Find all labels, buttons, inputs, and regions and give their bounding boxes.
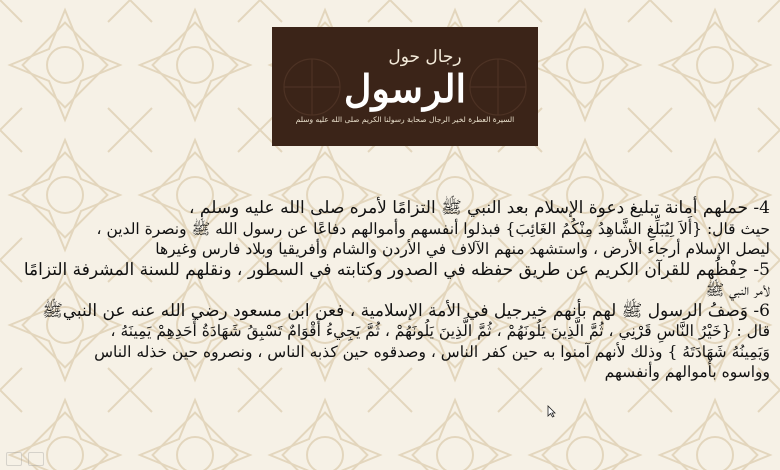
slide-body-text	[10, 198, 770, 383]
slide-nav-icon[interactable]	[6, 452, 44, 466]
mouse-cursor-icon	[547, 405, 556, 418]
point-4-line-3: ليصل الإسلام أرجاء الأرض ، واستشهد منهم الآلاف في الأردن والشام وأفريقيا وبلاد فارس وغيرها	[155, 240, 770, 258]
banner-logo-subtitle: رجال حول	[388, 47, 462, 67]
point-4-line-2: حيث قال: {أَلاَ لِيُبَلِّغِ الشَّاهِدُ مِنْكُمُ الغَائِبَ} فبذلوا أنفسهم وأموالهم دفاعًا عن رسول الله ﷺ ونصرة الدين ،	[96, 219, 770, 238]
point-6-line-3: وَيَمِينُهُ شَهَادَتَهُ } وذلك لأنهم آمنوا به حين كفر الناس ، وصدقوه حين كذبه الناس ، ونصروه حين خذله الناس	[94, 342, 770, 361]
banner-logo-title: الرسول	[343, 66, 467, 111]
next-slide-button[interactable]	[28, 452, 44, 466]
point-4-line-1: 4- حملهم أمانة تبليغ دعوة الإسلام بعد النبي ﷺ التزامًا لأمره صلى الله عليه وسلم ،	[188, 198, 770, 218]
banner-tagline: السيرة العطرة لخير الرجال صحابة رسولنا الكريم صلى الله عليه وسلم	[295, 115, 515, 124]
point-6-line-2: قال : {خَيْرُ النَّاسِ قَرْنِي ، ثُمَّ الَّذِينَ يَلُونَهُمْ ، ثُمَّ الَّذِينَ يَلُونَهُمْ ، ثُمَّ يَجِيءُ أَقْوَامٌ تَسْبِقُ شَهَادَةُ أَحَدِهِمْ يَمِينَهُ ،	[110, 322, 770, 340]
prev-slide-button[interactable]	[6, 452, 22, 466]
point-6-line-1: 6- وَصفُ الرسول ﷺ لهم بأنهم خيرجيل في الأمة الإسلامية ، فعن ابن مسعود رضي الله عنه عن النبيﷺ	[42, 300, 770, 321]
title-banner	[272, 27, 538, 146]
point-6-line-4: وواسوه بأموالهم وأنفسهم	[604, 363, 770, 381]
point-5-line-1: 5- حِفْظُهم للقرآن الكريم عن طريق حفظه في الصدور وكتابته في السطور ، ونقلهم للسنة المشرفة التزامًا	[23, 259, 770, 280]
point-5-line-2: لأمر النبي ﷺ	[705, 281, 770, 299]
